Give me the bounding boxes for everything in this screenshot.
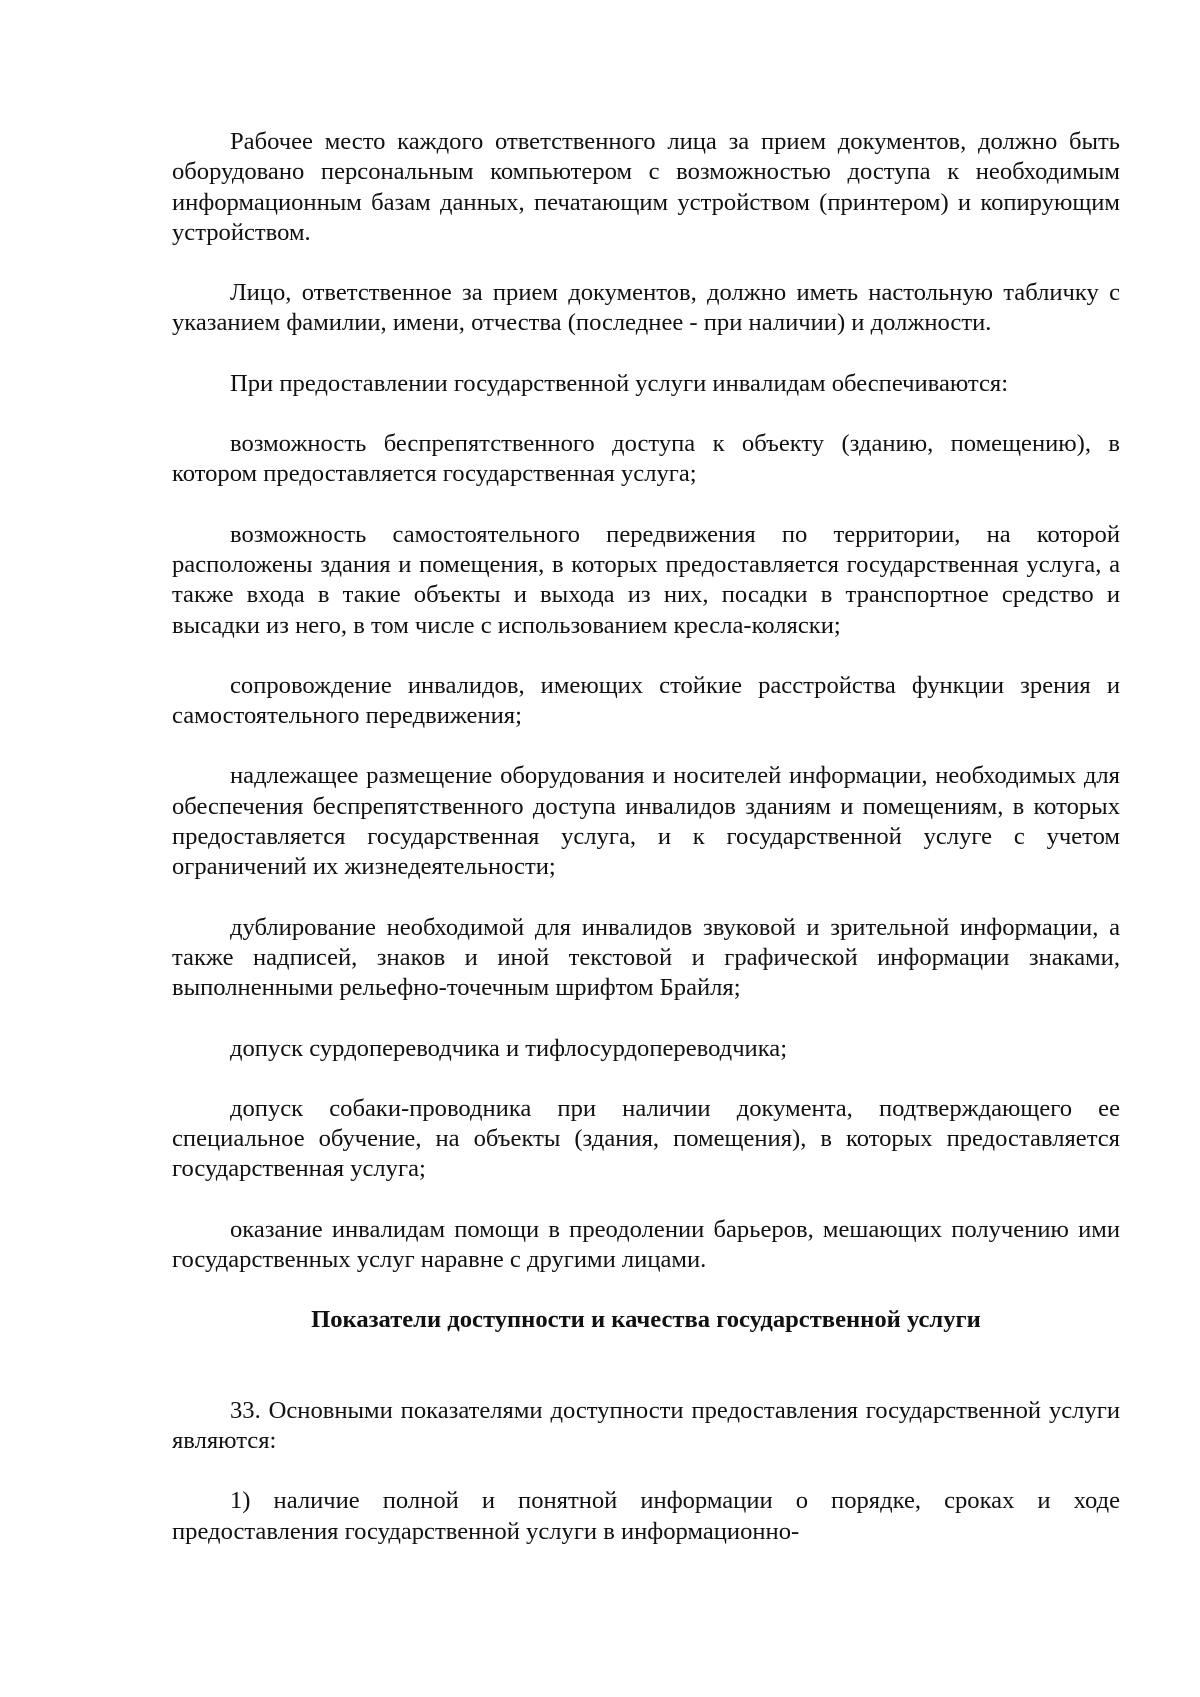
document-page [172,127,1120,1547]
section-heading: Показатели доступности и качества государственной услуги [311,1306,981,1334]
paragraph-independent-movement: возможность самостоятельного передвижения по территории, на которой расположены здания и помещения, в которых предоставляется государственная услуга, а также входа в такие объекты и выхода из них, посадки в транспортное средство и высадки из него, в том числе с использованием кресла-коляски; [172,520,1120,639]
paragraph-disability-provisions-intro: При предоставлении государственной услуги инвалидам обеспечиваются: [230,369,1009,397]
paragraph-subitem-1: 1) наличие полной и понятной информации о порядке, сроках и ходе предоставления государственной услуги в информационно- [172,1487,1120,1545]
paragraph-barrier-assistance: оказание инвалидам помощи в преодолении барьеров, мешающих получению ими государственных услуг наравне с другими лицами. [172,1215,1120,1274]
paragraph-escort: сопровождение инвалидов, имеющих стойкие расстройства функции зрения и самостоятельного передвижения; [172,671,1120,730]
paragraph-sign-interpreter: допуск сурдопереводчика и тифлосурдопереводчика; [230,1034,788,1062]
paragraph-braille-duplication: дублирование необходимой для инвалидов звуковой и зрительной информации, а также надписей, знаков и иной текстовой и графической информации знаками, выполненными рельефно-точечным шрифтом Брайля; [172,913,1120,1002]
paragraph-workplace-equipment: Рабочее место каждого ответственного лица за прием документов, должно быть оборудовано персональным компьютером с возможностью доступа к необходимым информационным базам данных, печатающим устройством (принтером) и копирующим устройством. [172,128,1120,246]
paragraph-name-plate: Лицо, ответственное за прием документов, должно иметь настольную табличку с указанием фамилии, имени, отчества (последнее - при наличии) и должности. [172,279,1120,337]
paragraph-unobstructed-access: возможность беспрепятственного доступа к объекту (зданию, помещению), в котором предоставляется государственная услуга; [172,430,1120,488]
paragraph-item-33: 33. Основными показателями доступности предоставления государственной услуги являются: [172,1396,1120,1454]
paragraph-guide-dog: допуск собаки-проводника при наличии документа, подтверждающего ее специальное обучение, на объекты (здания, помещения), в которых предоставляется государственная услуга; [172,1094,1120,1183]
paragraph-equipment-placement: надлежащее размещение оборудования и носителей информации, необходимых для обеспечения беспрепятственного доступа инвалидов зданиям и помещениям, в которых предоставляется государственная услуга, и к государственной услуге с учетом ограничений их жизнедеятельности; [172,762,1120,881]
